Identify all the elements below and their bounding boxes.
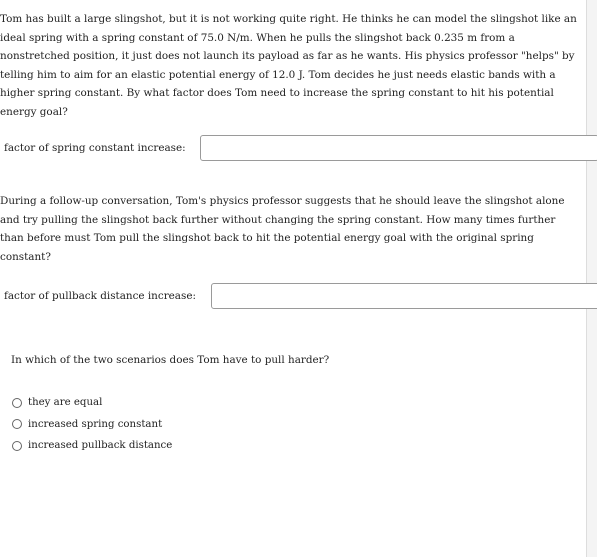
- radio-button-pullback-distance[interactable]: [12, 441, 22, 451]
- scenario-radio-group: [12, 392, 172, 457]
- spring-constant-factor-input[interactable]: [200, 135, 597, 161]
- question-2-text: During a follow-up conversation, Tom's physics professor suggests that he should leave the slingshot alone and try pulling the slingshot back further without changing the spring constant. How many times further than before must Tom pull the slingshot back to hit the potential energy goal with the original spring constant?: [0, 195, 565, 263]
- option-increased-spring-constant[interactable]: [12, 414, 172, 436]
- option-increased-pullback-distance[interactable]: [12, 435, 172, 457]
- question-1-text: Tom has built a large slingshot, but it is not working quite right. He thinks he can model the slingshot like an ideal spring with a spring constant of 75.0 N/m. When he pulls the slingshot back 0.235 m from a nonstretched position, it just does not launch its payload as far as he wants. His physics professor "helps" by telling him to aim for an elastic potential energy of 12.0 J. Tom decides he just needs elastic bands with a higher spring constant. By what factor does Tom need to increase the spring constant to hit his potential energy goal?: [0, 13, 577, 118]
- pullback-answer-label: factor of pullback distance increase:: [4, 290, 196, 302]
- radio-button-equal[interactable]: [12, 398, 22, 408]
- radio-button-spring-constant[interactable]: [12, 419, 22, 429]
- pullback-answer-row: [4, 283, 597, 309]
- option-equal-label: they are equal: [28, 397, 103, 409]
- option-equal[interactable]: [12, 392, 172, 414]
- spring-constant-answer-row: [4, 135, 597, 161]
- spring-constant-answer-label: factor of spring constant increase:: [4, 142, 186, 154]
- question-3-text: In which of the two scenarios does Tom have to pull harder?: [11, 354, 330, 366]
- pullback-factor-input[interactable]: [211, 283, 597, 309]
- option-pullback-distance-label: increased pullback distance: [28, 440, 173, 452]
- option-spring-constant-label: increased spring constant: [28, 418, 163, 430]
